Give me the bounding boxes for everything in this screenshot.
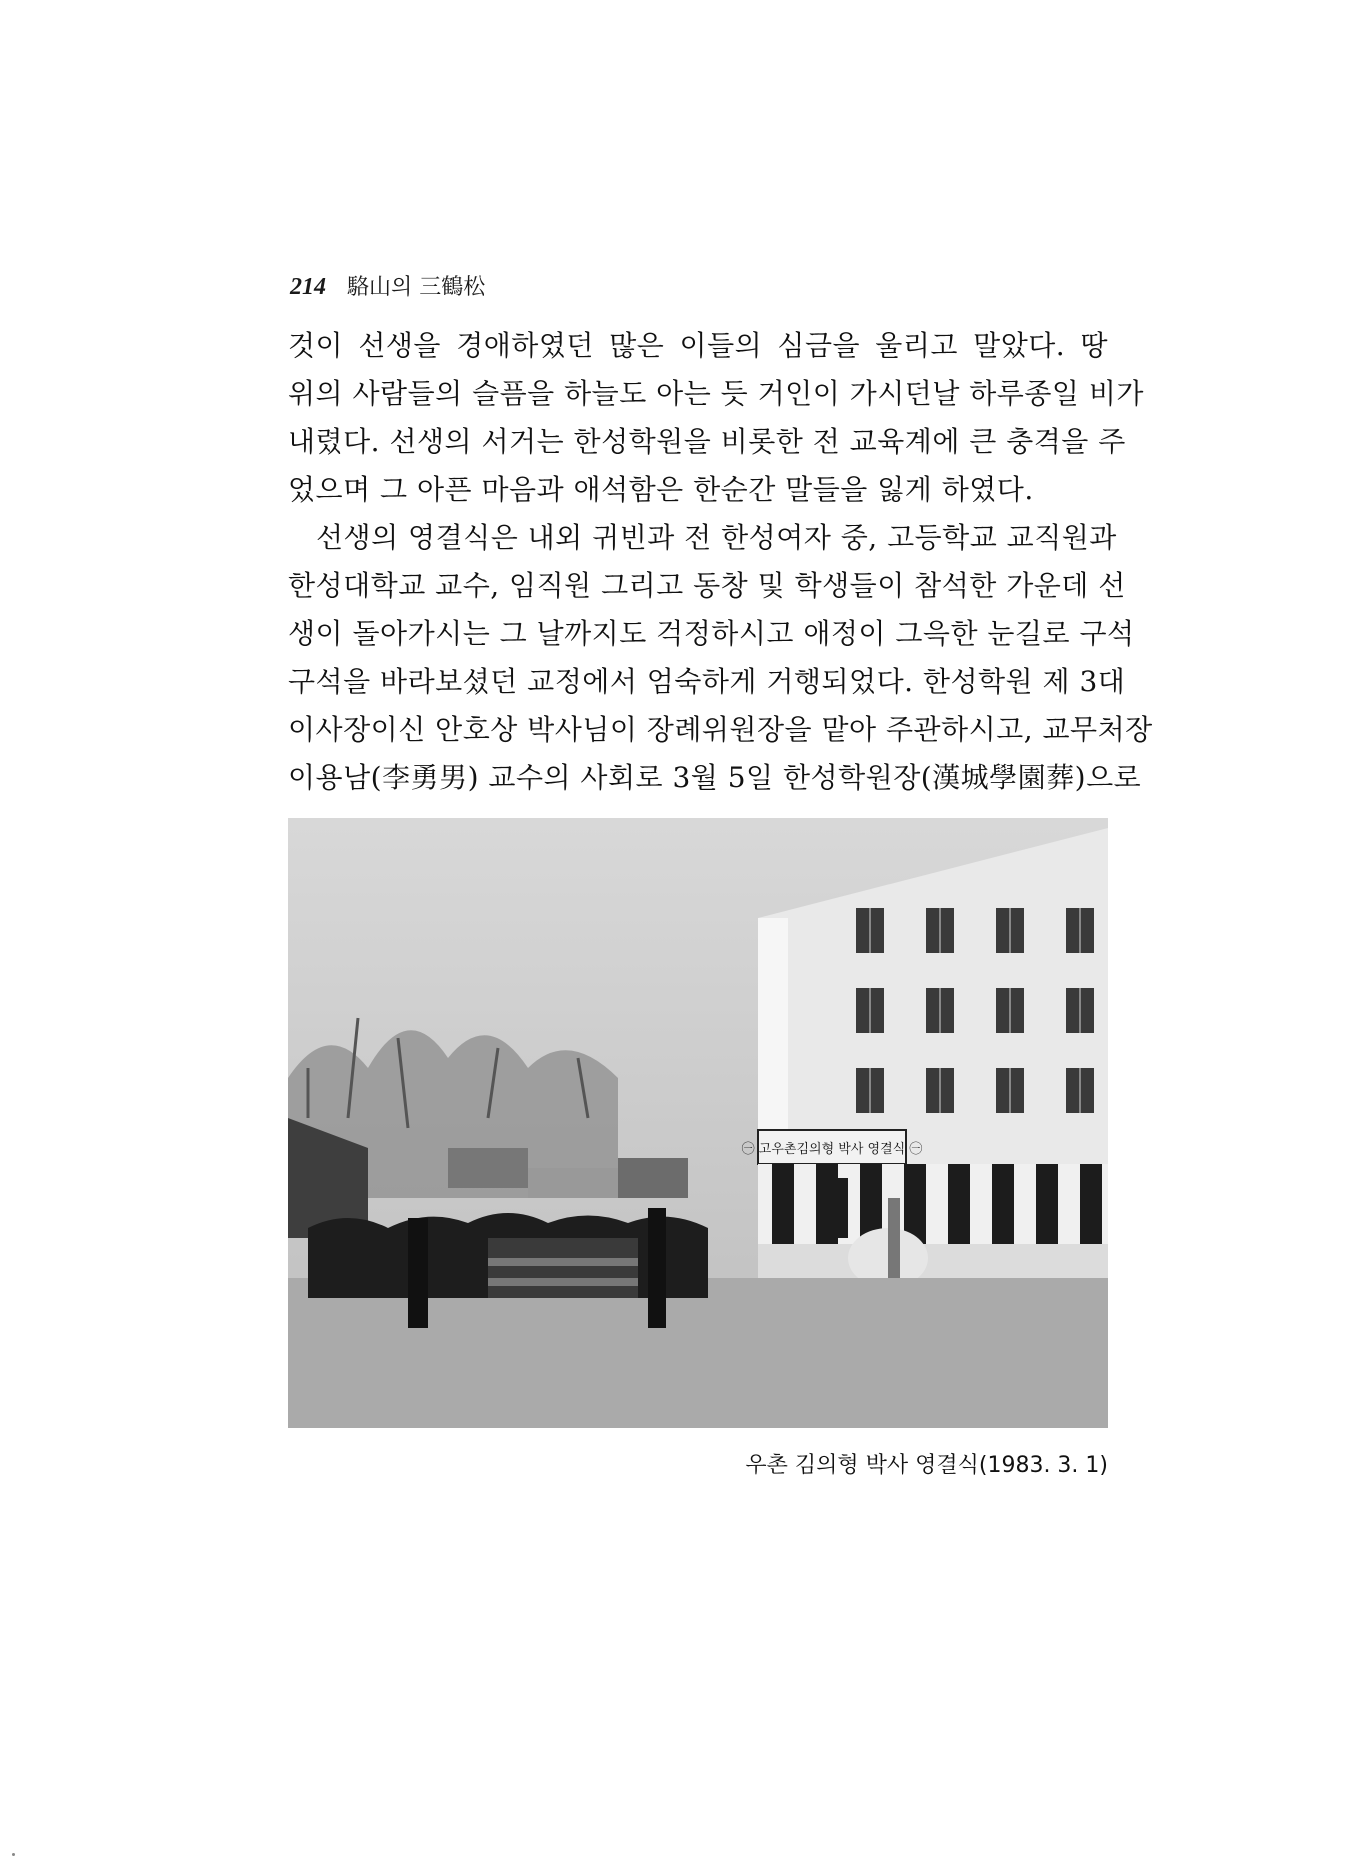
body-text: [288, 322, 1153, 802]
page-header: [290, 270, 485, 301]
banner-text: ㊀ 고우촌김의형 박사 영결식 ㊀: [741, 1142, 923, 1157]
text-line: 이사장이신 안호상 박사님이 장례위원장을 맡아 주관하시고, 교무처장: [288, 713, 1153, 746]
text-line: 내렸다. 선생의 서거는 한성학원을 비롯한 전 교육계에 큰 충격을 주: [288, 425, 1126, 458]
funeral-photo-illustration: [288, 818, 1108, 1428]
text-line: 었으며 그 아픈 마음과 애석함은 한순간 말들을 잃게 하였다.: [288, 473, 1034, 506]
text-line: 생이 돌아가시는 그 날까지도 걱정하시고 애정이 그윽한 눈길로 구석: [288, 617, 1135, 650]
scan-speck: [12, 1853, 15, 1856]
text-line: 선생의 영결식은 내외 귀빈과 전 한성여자 중, 고등학교 교직원과: [316, 521, 1117, 554]
text-line: 구석을 바라보셨던 교정에서 엄숙하게 거행되었다. 한성학원 제 3대: [288, 665, 1126, 698]
text-line: 위의 사람들의 슬픔을 하늘도 아는 듯 거인이 가시던날 하루종일 비가: [288, 377, 1144, 410]
page-number: 214: [290, 274, 326, 300]
funeral-photo: [288, 818, 1108, 1428]
text-line: 이용남(李勇男) 교수의 사회로 3월 5일 한성학원장(漢城學園葬)으로: [288, 761, 1142, 794]
photo-caption: 우촌 김의형 박사 영결식(1983. 3. 1): [745, 1453, 1108, 1478]
book-title: 駱山의 三鶴松: [347, 275, 486, 300]
text-line: 것이 선생을 경애하였던 많은 이들의 심금을 울리고 말았다. 땅: [288, 329, 1108, 362]
text-line: 한성대학교 교수, 임직원 그리고 동창 및 학생들이 참석한 가운데 선: [288, 569, 1126, 602]
